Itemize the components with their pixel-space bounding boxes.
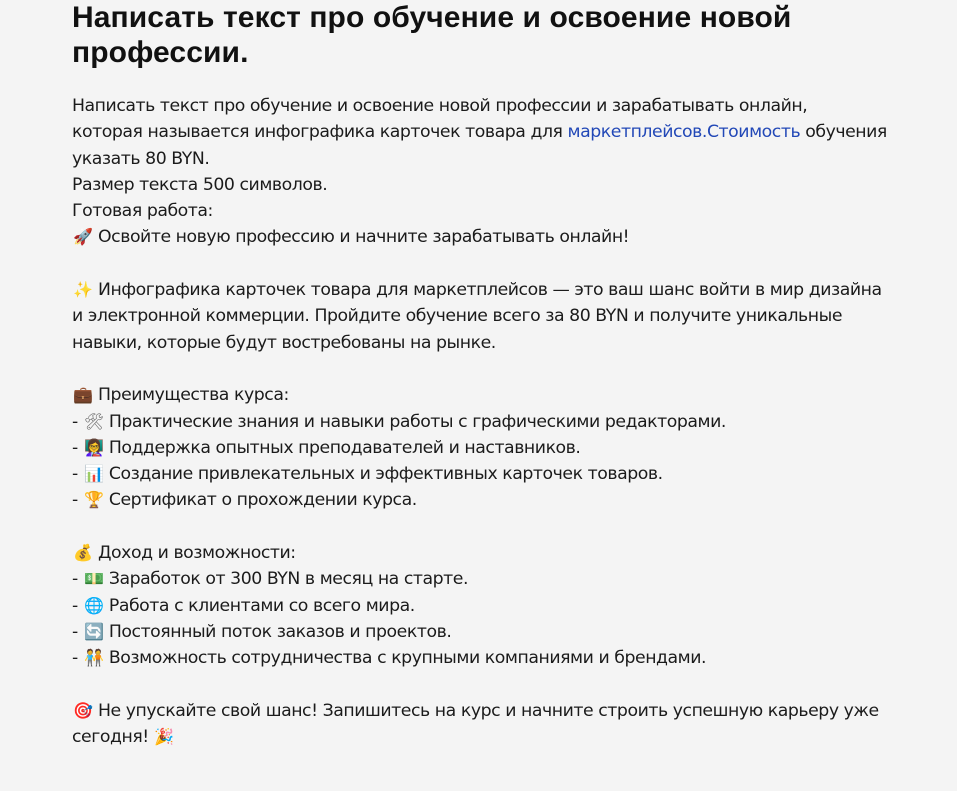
tools-icon: 🛠	[83, 411, 104, 431]
benefits-heading-text: Преимущества курса:	[98, 385, 289, 406]
benefit-item	[72, 487, 947, 513]
money-bag-icon: 💰	[73, 543, 93, 563]
benefit-item-text: Поддержка опытных преподавателей и наставников.	[108, 437, 581, 458]
post-body	[72, 93, 947, 750]
sparkles-icon: ✨	[73, 280, 93, 300]
benefit-item-text: Практические знания и навыки работы с графическими редакторами.	[108, 411, 726, 432]
income-item	[72, 593, 947, 619]
briefcase-icon: 💼	[73, 385, 93, 405]
benefit-item-text: Создание привлекательных и эффективных карточек товаров.	[108, 464, 663, 485]
income-item	[72, 645, 947, 671]
closing-line-2	[72, 724, 947, 750]
benefit-item	[72, 435, 947, 461]
people-holding-hands-icon: 🧑‍🤝‍🧑	[84, 648, 104, 668]
benefits-heading	[72, 382, 947, 408]
benefit-item	[72, 409, 947, 435]
bullet-dash: -	[72, 437, 83, 458]
post-title: Написать текст про обучение и освоение новой профессии.	[72, 1, 792, 69]
bar-chart-icon: 📊	[84, 464, 104, 484]
party-popper-icon: 🎉	[154, 727, 174, 747]
intro-line-1-text: Инфографика карточек товара для маркетплейсов — это ваш шанс войти в мир дизайна	[98, 280, 882, 301]
intro-line-2: и электронной коммерции. Пройдите обучение всего за 80 BYN и получите уникальные	[72, 306, 843, 327]
bullet-dash: -	[72, 621, 83, 642]
bullet-dash: -	[72, 648, 83, 669]
closing-line-2-text: сегодня!	[72, 727, 149, 748]
income-item-text: Заработок от 300 BYN в месяц на старте.	[108, 569, 469, 590]
spacer	[72, 251, 947, 277]
result-headline-text: Освойте новую профессию и начните зарабатывать онлайн!	[98, 227, 630, 248]
repeat-icon: 🔄	[84, 621, 104, 641]
intro-line-1	[72, 277, 947, 303]
task-line-2-text: которая называется инфографика карточек товара для	[72, 122, 568, 143]
trophy-icon: 🏆	[84, 490, 104, 510]
task-line-2	[72, 119, 947, 145]
spacer	[72, 356, 947, 382]
income-item-text: Постоянный поток заказов и проектов.	[108, 621, 452, 642]
bullet-dash: -	[72, 569, 83, 590]
bullet-dash: -	[72, 595, 83, 616]
bullet-dash: -	[72, 490, 83, 511]
spacer	[72, 672, 947, 698]
bullet-dash: -	[72, 411, 83, 432]
cash-icon: 💵	[84, 569, 104, 589]
task-line-3: указать 80 BYN.	[72, 148, 210, 169]
bullet-dash: -	[72, 464, 83, 485]
closing-line-1-text: Не упускайте свой шанс! Запишитесь на курс и начните строить успешную карьеру уже	[98, 700, 879, 721]
target-icon: 🎯	[73, 700, 93, 720]
rocket-icon: 🚀	[73, 227, 93, 247]
task-line-2-end: обучения	[800, 122, 887, 143]
benefit-item	[72, 461, 947, 487]
intro-line-3: навыки, которые будут востребованы на рынке.	[72, 332, 496, 353]
spacer	[72, 514, 947, 540]
income-item	[72, 566, 947, 592]
marketplaces-link[interactable]: маркетплейсов.Стоимость	[567, 122, 801, 143]
globe-icon: 🌐	[84, 595, 104, 615]
task-line-1: Написать текст про обучение и освоение новой профессии и зарабатывать онлайн,	[72, 96, 808, 116]
teacher-icon: 👩‍🏫	[84, 437, 104, 457]
income-item	[72, 619, 947, 645]
income-item-text: Работа с клиентами со всего мира.	[108, 595, 415, 616]
task-line-5: Готовая работа:	[72, 201, 213, 222]
income-item-text: Возможность сотрудничества с крупными компаниями и брендами.	[108, 648, 707, 669]
income-heading-text: Доход и возможности:	[98, 543, 296, 564]
closing-line-1	[72, 698, 947, 724]
income-heading	[72, 540, 947, 566]
task-line-4: Размер текста 500 символов.	[72, 174, 328, 195]
benefit-item-text: Сертификат о прохождении курса.	[108, 490, 417, 511]
result-headline	[72, 224, 947, 250]
